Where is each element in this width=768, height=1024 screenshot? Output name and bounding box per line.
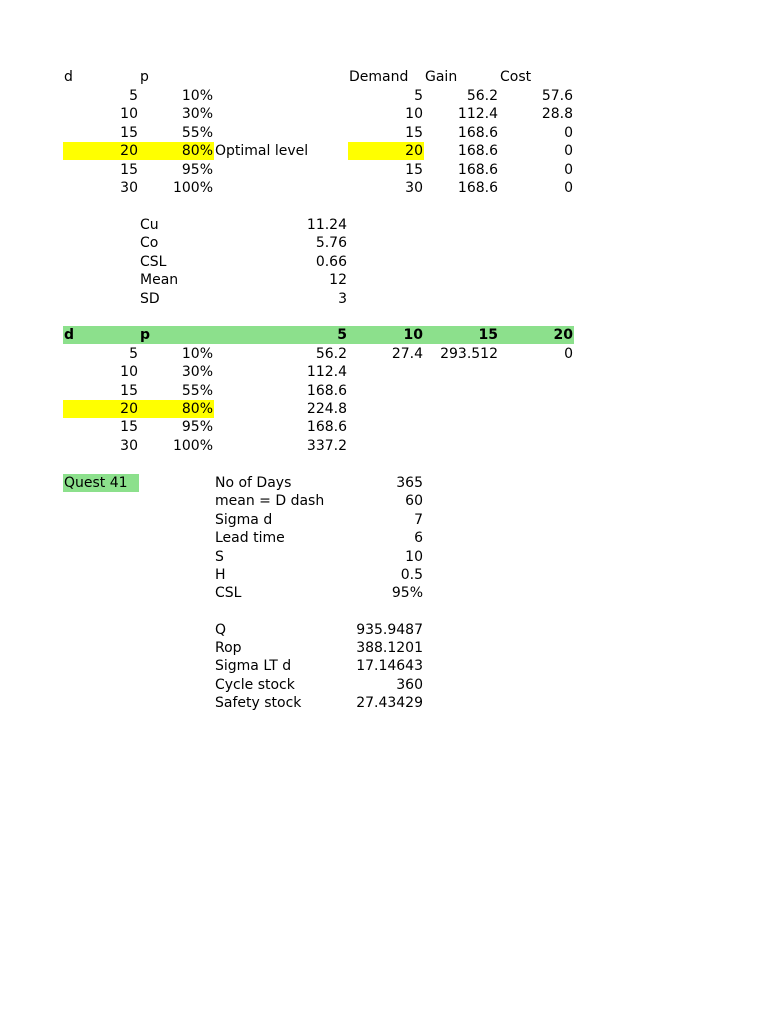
table1-cell-p[interactable]: 55% (181, 125, 213, 141)
param-row (0, 271, 768, 289)
table1-cell-gain[interactable]: 168.6 (457, 162, 498, 178)
table2-cell-20[interactable]: 0 (564, 346, 573, 362)
quest-output-row (0, 657, 768, 675)
table1-cell-cost[interactable]: 0 (564, 143, 573, 159)
quest-output-value[interactable]: 935.9487 (356, 622, 423, 638)
param-label[interactable]: Co (140, 235, 159, 251)
quest-row (0, 548, 768, 566)
table2-row (0, 382, 768, 400)
quest-input-label[interactable]: H (215, 567, 226, 583)
quest-output-label[interactable]: Rop (215, 640, 242, 656)
table1-cell-gain[interactable]: 168.6 (457, 125, 498, 141)
table1-cell-d[interactable]: 15 (120, 125, 138, 141)
table1-cell-cost[interactable]: 28.8 (541, 106, 573, 122)
quest-output-label[interactable]: Sigma LT d (215, 658, 292, 674)
quest-input-value[interactable]: 7 (414, 512, 423, 528)
quest-output-value[interactable]: 360 (396, 677, 423, 693)
table1-cell-d[interactable]: 10 (120, 106, 138, 122)
table1-cell-d[interactable]: 30 (120, 180, 138, 196)
param-label[interactable]: SD (140, 291, 160, 307)
table1-cell-cost[interactable]: 0 (564, 180, 573, 196)
table1-cell-p[interactable]: 30% (181, 106, 213, 122)
table2-cell-5[interactable]: 56.2 (315, 346, 347, 362)
quest-output-label[interactable]: Cycle stock (215, 677, 295, 693)
quest-input-value[interactable]: 60 (405, 493, 423, 509)
table1-cell-demand[interactable]: 5 (414, 88, 423, 104)
table1-row-optimal (0, 142, 768, 160)
quest-row (0, 529, 768, 547)
quest-output-label[interactable]: Q (215, 622, 227, 638)
table1-cell-gain[interactable]: 168.6 (457, 143, 498, 159)
table1-cell-p[interactable]: 95% (181, 162, 213, 178)
param-row (0, 253, 768, 271)
table2-cell-d[interactable]: 15 (120, 419, 138, 435)
quest-output-value[interactable]: 388.1201 (356, 640, 423, 656)
table1-cell-gain[interactable]: 112.4 (457, 106, 498, 122)
param-row (0, 216, 768, 234)
table1-cell-demand-highlight[interactable]: 20 (348, 142, 424, 160)
quest-input-label[interactable]: S (215, 549, 224, 565)
table1-cell-gain[interactable]: 56.2 (466, 88, 498, 104)
quest-row (0, 566, 768, 584)
table1-cell-demand[interactable]: 15 (405, 162, 423, 178)
table1-cell-d-highlight[interactable]: 20 (63, 142, 139, 160)
param-label[interactable]: Mean (140, 272, 179, 288)
quest-output-value[interactable]: 17.14643 (356, 658, 423, 674)
table2-header-5[interactable]: 5 (337, 327, 347, 343)
table1-cell-demand[interactable]: 10 (405, 106, 423, 122)
table2-cell-p[interactable]: 30% (181, 364, 213, 380)
table1-header-gain[interactable]: Gain (425, 69, 458, 85)
table2-header-20[interactable]: 20 (553, 327, 573, 343)
table1-row (0, 105, 768, 123)
table2-cell-5[interactable]: 337.2 (306, 438, 347, 454)
param-row (0, 290, 768, 308)
table2-header-15[interactable]: 15 (478, 327, 498, 343)
quest-output-row (0, 639, 768, 657)
quest-input-value[interactable]: 0.5 (400, 567, 423, 583)
quest-input-value[interactable]: 365 (396, 475, 423, 491)
quest-output-row (0, 676, 768, 694)
quest-input-label[interactable]: mean = D dash (215, 493, 325, 509)
quest-row (0, 492, 768, 510)
quest-output-row (0, 694, 768, 712)
table2-header-row (0, 326, 768, 344)
table2-cell-d[interactable]: 15 (120, 383, 138, 399)
table2-cell-p[interactable]: 55% (181, 383, 213, 399)
table2-cell-5[interactable]: 168.6 (306, 419, 347, 435)
table2-cell-d[interactable]: 5 (129, 346, 138, 362)
table2-row-optimal (0, 400, 768, 418)
table2-cell-d[interactable]: 10 (120, 364, 138, 380)
table1-cell-demand[interactable]: 30 (405, 180, 423, 196)
quest-input-value[interactable]: 10 (405, 549, 423, 565)
param-value[interactable]: 11.24 (306, 217, 347, 233)
param-label[interactable]: CSL (140, 254, 167, 270)
quest-row (0, 584, 768, 602)
table2-cell-p[interactable]: 10% (181, 346, 213, 362)
table2-header-10[interactable]: 10 (403, 327, 423, 343)
table2-cell-p[interactable]: 95% (181, 419, 213, 435)
quest-title[interactable]: Quest 41 (63, 474, 139, 492)
table2-cell-10[interactable]: 27.4 (391, 346, 423, 362)
table1-header-demand[interactable]: Demand (349, 69, 409, 85)
param-value[interactable]: 3 (338, 291, 347, 307)
table1-header-row (0, 68, 768, 86)
table1-cell-cost[interactable]: 0 (564, 162, 573, 178)
table2-header-p[interactable]: p (140, 327, 151, 343)
quest-row (0, 511, 768, 529)
table1-cell-cost[interactable]: 57.6 (541, 88, 573, 104)
table1-row (0, 179, 768, 197)
optimal-level-note[interactable]: Optimal level (215, 143, 309, 159)
table1-header-p[interactable]: p (140, 69, 149, 85)
param-value[interactable]: 12 (329, 272, 347, 288)
quest-input-label[interactable]: Lead time (215, 530, 285, 546)
table2-row (0, 418, 768, 436)
table1-cell-p-highlight[interactable]: 80% (139, 142, 214, 160)
param-value[interactable]: 0.66 (315, 254, 347, 270)
table1-cell-gain[interactable]: 168.6 (457, 180, 498, 196)
quest-output-label[interactable]: Safety stock (215, 695, 302, 711)
table1-row (0, 161, 768, 179)
table1-cell-demand[interactable]: 15 (405, 125, 423, 141)
param-label[interactable]: Cu (140, 217, 159, 233)
quest-input-label[interactable]: CSL (215, 585, 242, 601)
quest-output-row (0, 621, 768, 639)
table2-cell-d[interactable]: 30 (120, 438, 138, 454)
table2-row (0, 363, 768, 381)
quest-input-value[interactable]: 6 (414, 530, 423, 546)
table1-row (0, 87, 768, 105)
param-row (0, 234, 768, 252)
table2-cell-5[interactable]: 224.8 (306, 401, 347, 417)
table2-cell-p[interactable]: 100% (172, 438, 213, 454)
quest-input-value[interactable]: 95% (391, 585, 423, 601)
table2-header-d[interactable]: d (64, 327, 75, 343)
table2-cell-d-highlight[interactable]: 20 (63, 400, 139, 418)
table2-row (0, 345, 768, 363)
table1-row (0, 124, 768, 142)
table2-cell-5[interactable]: 168.6 (306, 383, 347, 399)
quest-input-label[interactable]: No of Days (215, 475, 292, 491)
quest-output-value[interactable]: 27.43429 (356, 695, 423, 711)
param-value[interactable]: 5.76 (315, 235, 347, 251)
table2-cell-p-highlight[interactable]: 80% (139, 400, 214, 418)
table1-cell-cost[interactable]: 0 (564, 125, 573, 141)
table1-cell-p[interactable]: 100% (172, 180, 213, 196)
table2-cell-15[interactable]: 293.512 (440, 346, 498, 362)
table1-cell-p[interactable]: 10% (181, 88, 213, 104)
table1-header-cost[interactable]: Cost (500, 69, 532, 85)
table1-cell-d[interactable]: 15 (120, 162, 138, 178)
table1-header-d[interactable]: d (64, 69, 73, 85)
quest-input-label[interactable]: Sigma d (215, 512, 273, 528)
table2-cell-5[interactable]: 112.4 (306, 364, 347, 380)
table1-cell-d[interactable]: 5 (129, 88, 138, 104)
quest-row (0, 474, 768, 492)
table2-row (0, 437, 768, 455)
